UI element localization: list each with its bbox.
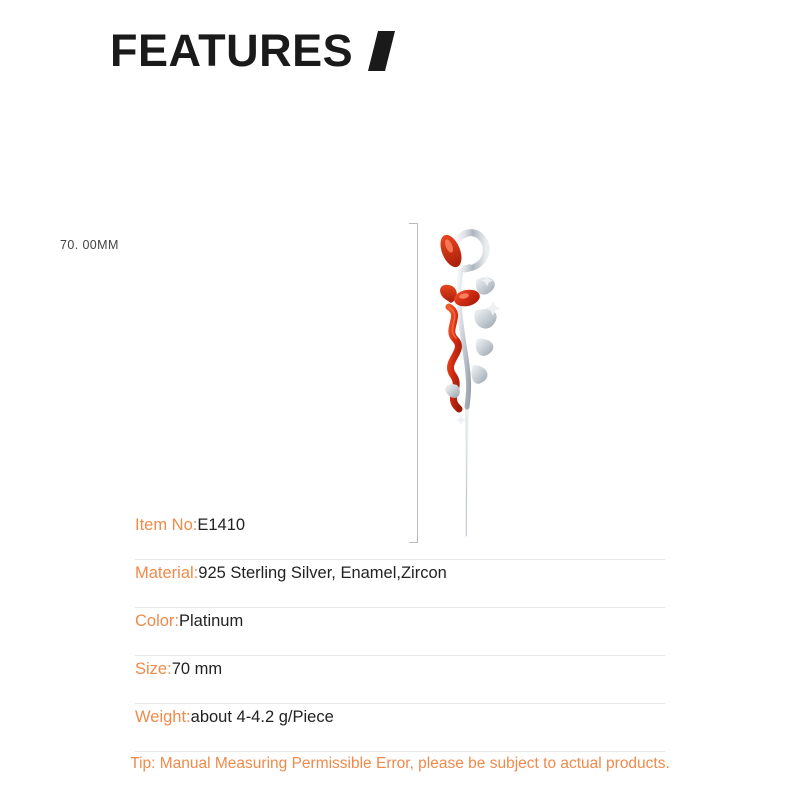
product-illustration bbox=[415, 215, 525, 545]
page-title: FEATURES bbox=[110, 25, 354, 76]
measurement-bracket bbox=[352, 223, 418, 543]
spec-row bbox=[135, 560, 665, 608]
spec-value: Platinum bbox=[179, 612, 244, 630]
spec-label: Material: bbox=[135, 564, 199, 582]
spec-value: 925 Sterling Silver, Enamel,Zircon bbox=[198, 564, 447, 582]
spec-row bbox=[135, 704, 665, 752]
product-image-panel bbox=[60, 95, 740, 500]
spec-label: Color: bbox=[135, 612, 180, 630]
spec-value: about 4-4.2 g/Piece bbox=[190, 708, 334, 726]
spec-label: Size: bbox=[135, 660, 172, 678]
measurement-label: 70. 00MM bbox=[60, 238, 119, 252]
spec-row bbox=[135, 656, 665, 704]
spec-row bbox=[135, 512, 665, 560]
spec-value: E1410 bbox=[197, 516, 246, 534]
spec-table bbox=[135, 512, 665, 752]
spec-label: Item No: bbox=[135, 516, 198, 534]
slash-accent-icon bbox=[368, 31, 395, 71]
tip-note: Tip: Manual Measuring Permissible Error, please be subject to actual products. bbox=[130, 755, 670, 772]
spec-row bbox=[135, 608, 665, 656]
spec-label: Weight: bbox=[135, 708, 191, 726]
page-header bbox=[110, 25, 390, 76]
spec-value: 70 mm bbox=[171, 660, 223, 678]
